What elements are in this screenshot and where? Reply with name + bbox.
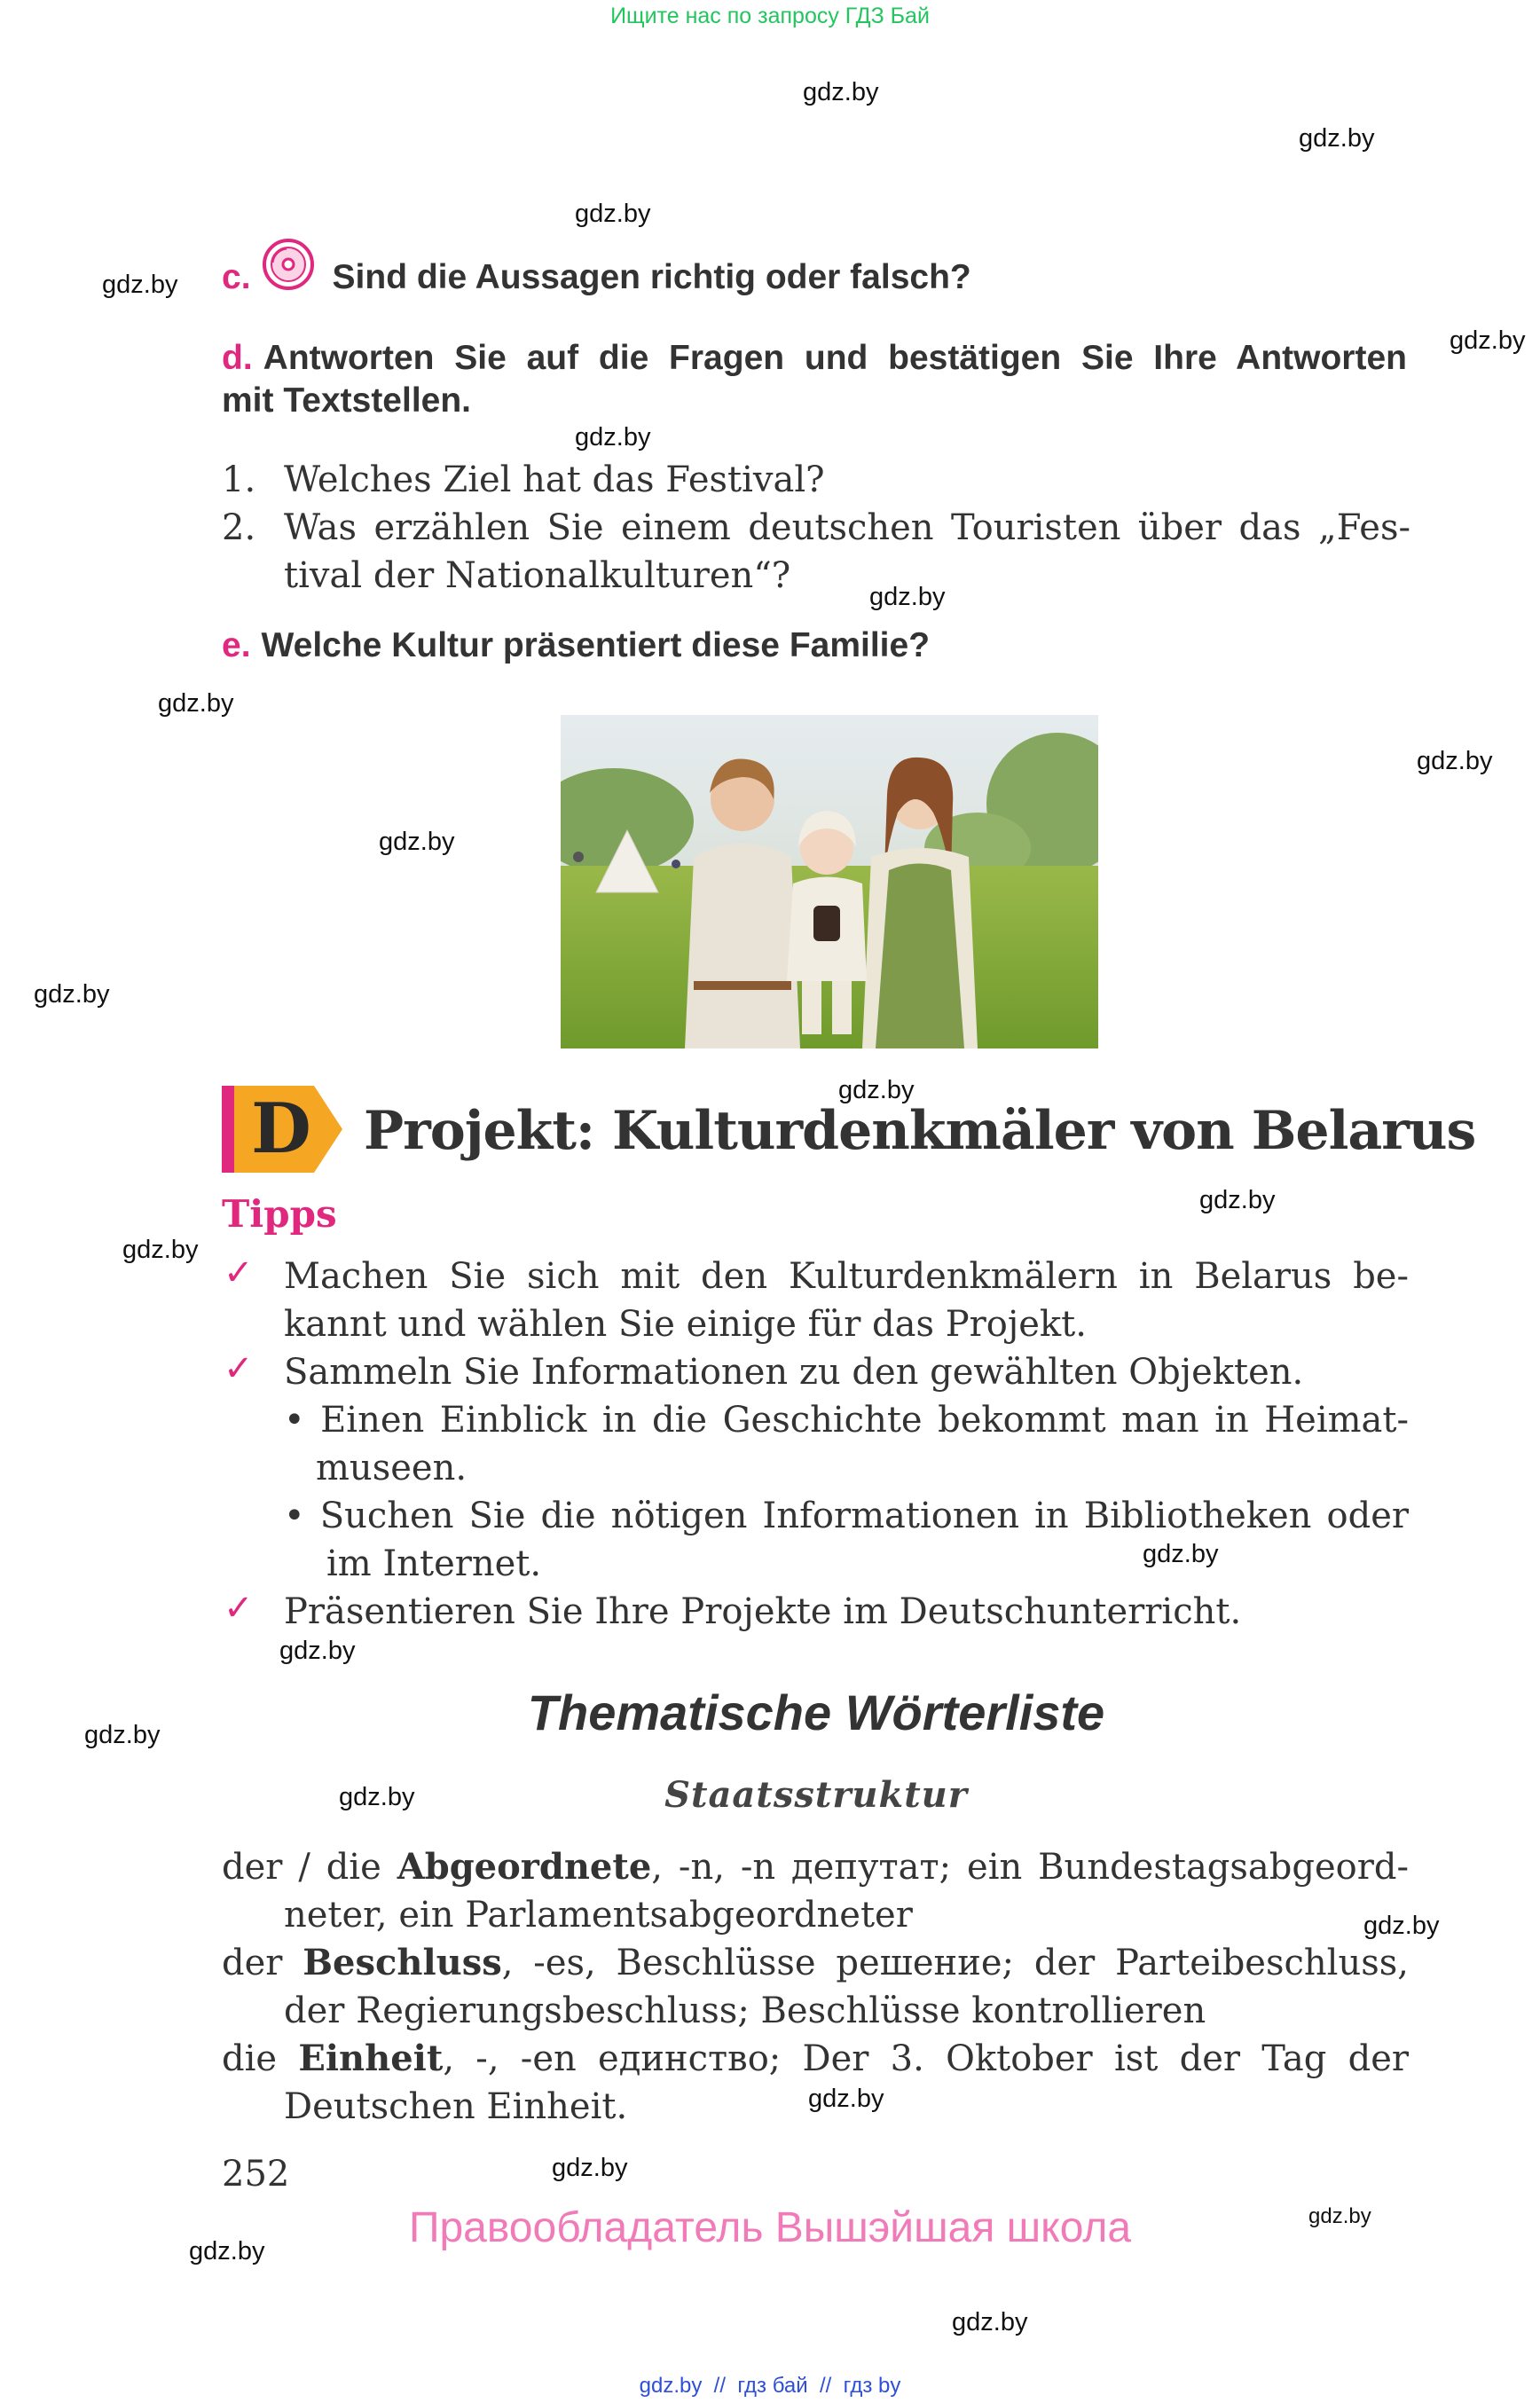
watermark: gdz.by xyxy=(1363,1912,1440,1940)
watermark: gdz.by xyxy=(1417,747,1493,775)
task-d-line1: Antworten Sie auf die Fragen und bestätigen Sie Ihre Antworten xyxy=(263,339,1407,377)
watermark: gdz.by xyxy=(1299,124,1375,153)
task-c-text: Sind die Aussagen richtig oder falsch? xyxy=(332,258,971,296)
tip-item: Sammeln Sie Informationen zu den gewählten Objekten. xyxy=(284,1352,1304,1393)
wordlist-subtitle: Staatsstruktur xyxy=(664,1774,968,1816)
watermark: gdz.by xyxy=(552,2154,628,2182)
watermark: gdz.by xyxy=(803,78,879,106)
vocab-entry: der Beschluss, -es, Beschlüsse решение; der Parteibeschluss, der Regierungsbeschluss; Beschlüsse kontrollieren xyxy=(222,1942,1409,2031)
watermark: gdz.by xyxy=(1450,326,1526,355)
watermark: gdz.by xyxy=(838,1076,915,1104)
question-1: 1. Welches Ziel hat das Festival? xyxy=(222,459,825,500)
watermark: gdz.by xyxy=(379,828,455,856)
family-photo xyxy=(561,715,1098,1048)
watermark: gdz.by xyxy=(158,689,234,718)
tip-item: Präsentieren Sie Ihre Projekte im Deutschunterricht. xyxy=(284,1591,1242,1632)
vocab-entry: der / die Abgeordnete, -n, -n депутат; ein Bundestagsabgeord- neter, ein Parlamentsabgeordneter xyxy=(222,1846,1409,1936)
tips-heading: Tipps xyxy=(222,1192,337,1236)
section-title: Projekt: Kulturdenkmäler von Belarus xyxy=(364,1100,1476,1162)
tip-subitem: • Einen Einblick in die Geschichte bekommt man in Heimat- museen. xyxy=(284,1400,1409,1488)
check-icon: ✓ xyxy=(224,1253,254,1293)
check-icon: ✓ xyxy=(224,1588,254,1629)
question-2: 2. Was erzählen Sie einem deutschen Touristen über das „Fes- tival der Nationalkulturen“? xyxy=(222,507,1410,596)
task-c xyxy=(222,255,971,300)
section-badge xyxy=(222,1086,342,1173)
watermark: gdz.by xyxy=(952,2308,1028,2336)
tip-item: Machen Sie sich mit den Kulturdenkmälern in Belarus be- kannt und wählen Sie einige für das Projekt. xyxy=(284,1256,1409,1345)
tip-subitem: • Suchen Sie die nötigen Informationen in Bibliotheken oder im Internet. xyxy=(284,1496,1409,1584)
section-badge-letter: D xyxy=(251,1088,311,1169)
watermark: gdz.by xyxy=(122,1236,199,1264)
watermark: gdz.by xyxy=(808,2085,884,2113)
watermark: gdz.by xyxy=(1199,1186,1276,1214)
check-icon: ✓ xyxy=(224,1348,254,1389)
vocab-entry: die Einheit, -, -en единство; Der 3. Oktober ist der Tag der Deutschen Einheit. xyxy=(222,2038,1409,2127)
task-d-line2: mit Textstellen. xyxy=(222,381,472,420)
task-d xyxy=(222,337,1407,422)
task-e xyxy=(222,624,930,667)
task-letter: e. xyxy=(222,626,251,664)
watermark: gdz.by xyxy=(869,583,946,611)
task-letter: c. xyxy=(222,258,251,296)
page-number: 252 xyxy=(222,2154,290,2195)
header-note: Ищите нас по запросу ГДЗ Бай xyxy=(610,4,930,28)
watermark: gdz.by xyxy=(575,200,651,228)
watermark: gdz.by xyxy=(189,2237,265,2266)
footer-links[interactable]: gdz.by // гдз бай // гдз by xyxy=(639,2374,901,2398)
watermark: gdz.by xyxy=(1143,1540,1219,1568)
watermark: gdz.by xyxy=(84,1721,161,1749)
watermark: gdz.by xyxy=(339,1783,415,1811)
watermark: gdz.by xyxy=(34,980,110,1009)
watermark: gdz.by xyxy=(575,423,651,452)
task-letter: d. xyxy=(222,339,253,377)
audio-cd-icon[interactable] xyxy=(262,238,315,291)
watermark: gdz.by xyxy=(102,271,178,299)
watermark: gdz.by xyxy=(279,1637,356,1665)
wordlist-title: Thematische Wörterliste xyxy=(527,1684,1105,1740)
watermark: gdz.by xyxy=(1308,2204,1371,2228)
task-e-text: Welche Kultur präsentiert diese Familie? xyxy=(261,626,931,664)
copyright-note: Правообладатель Вышэйшая школа xyxy=(408,2204,1132,2251)
